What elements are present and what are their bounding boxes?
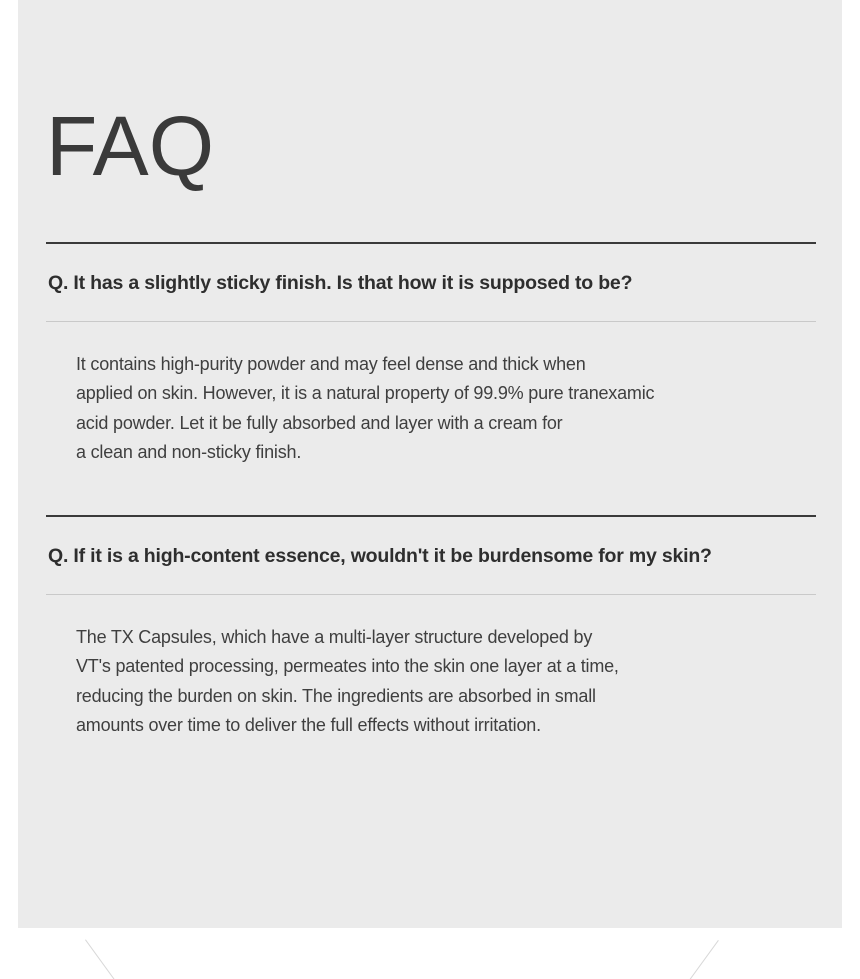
faq-answer-2-line-3: reducing the burden on skin. The ingredients are absorbed in small <box>76 685 596 706</box>
bottom-decoration <box>0 928 860 979</box>
spacer <box>46 495 816 515</box>
faq-answer-1-line-1: It contains high-purity powder and may feel dense and thick when <box>76 354 586 375</box>
chevron-line-right-icon <box>672 940 719 979</box>
faq-answer-1 <box>46 322 816 495</box>
faq-answer-2-line-1: The TX Capsules, which have a multi-layer structure developed by <box>76 627 593 648</box>
faq-question-1: Q. It has a slightly sticky finish. Is that how it is supposed to be? <box>48 272 633 294</box>
page-title: FAQ <box>46 99 215 193</box>
chevron-line-left-icon <box>85 939 132 979</box>
faq-content <box>46 0 816 768</box>
faq-panel <box>18 0 842 928</box>
faq-answer-1-line-2: applied on skin. However, it is a natural property of 99.9% pure tranexamic <box>76 383 655 404</box>
faq-answer-2-line-2: VT's patented processing, permeates into the skin one layer at a time, <box>76 656 619 677</box>
left-margin <box>0 0 18 928</box>
right-margin <box>842 0 860 928</box>
faq-answer-2-line-4: amounts over time to deliver the full effects without irritation. <box>76 714 541 735</box>
faq-question-2: Q. If it is a high-content essence, wouldn't it be burdensome for my skin? <box>48 544 712 567</box>
faq-answer-1-line-4: a clean and non-sticky finish. <box>76 441 302 462</box>
faq-answer-1-line-3: acid powder. Let it be fully absorbed and layer with a cream for <box>76 412 563 433</box>
faq-answer-2 <box>46 595 816 768</box>
